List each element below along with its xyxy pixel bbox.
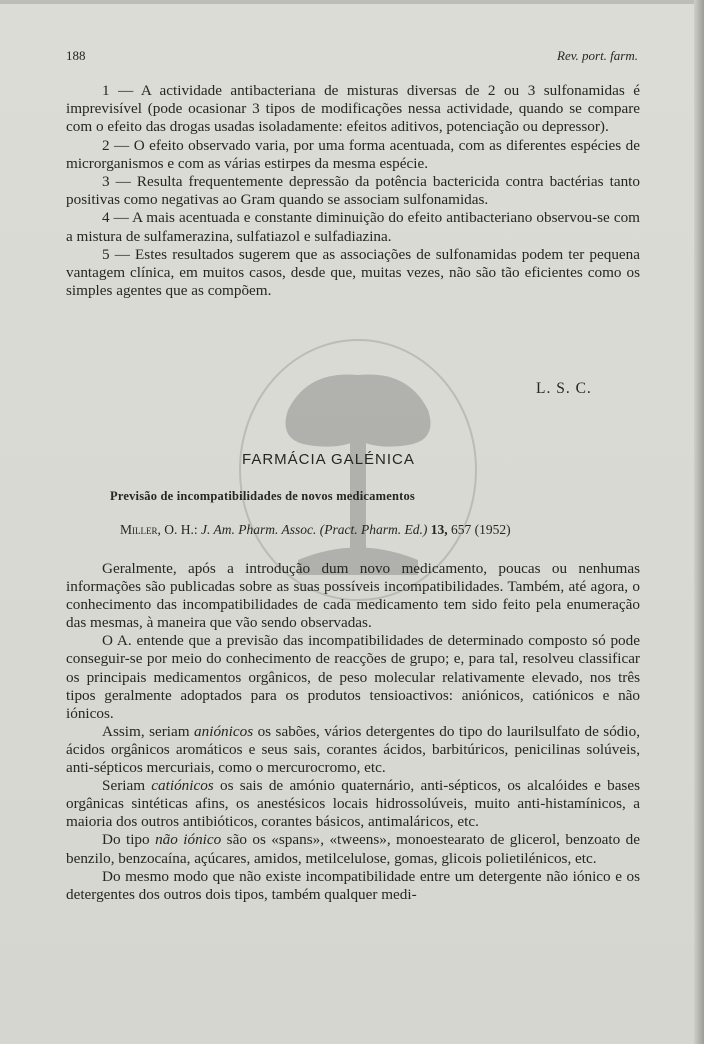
paragraph-4-lead: Seriam [102, 777, 152, 795]
reference-author: Miller, O. H.: [120, 522, 198, 537]
article-reference [120, 522, 511, 538]
section-title: FARMÁCIA GALÉNICA [242, 451, 415, 468]
page-right-edge [694, 0, 704, 1044]
signature: L. S. C. [536, 380, 592, 397]
paragraph-5-lead: Do tipo [102, 831, 156, 849]
page-number: 188 [66, 48, 86, 63]
term-anionic: aniónicos [194, 722, 254, 740]
paragraph-6: Do mesmo modo que não existe incompatibilidade entre um detergente não iónico e os detergentes dos outros dois tipos, também qualquer medi- [66, 867, 640, 903]
journal-name: Rev. port. farm. [557, 48, 638, 63]
reference-journal: J. Am. Pharm. Assoc. (Pract. Pharm. Ed.) [201, 522, 428, 537]
paragraph-3 [66, 723, 640, 777]
article-body [66, 560, 640, 904]
paragraph-3-lead: Assim, seriam [102, 722, 195, 740]
conclusion-1: 1 — A actividade antibacteriana de misturas diversas de 2 ou 3 sulfonamidas é imprevisível (pode ocasionar 3 tipos de modificações nessa actividade, quando se compare com o efeito das drogas usadas isoladamente: efeitos aditivos, potenciação ou depressor). [66, 82, 640, 136]
conclusion-5: 5 — Estes resultados sugerem que as associações de sulfonamidas podem ter pequena vantagem clínica, em muitos casos, desde que, muitas vezes, não são tão eficientes como os simples agentes que as compõem. [66, 245, 640, 300]
reference-volume: 13, [430, 522, 448, 537]
paragraph-5 [66, 831, 640, 867]
term-nonionic: não iónico [155, 831, 222, 849]
paragraph-4-rest: os sais de amónio quaternário, anti-sépticos, os alcalóides e bases orgânicas sintéticas afins, os anestésicos locais hidrossolúveis, muito anti-histamínicos, a maioria dos outros antibióticos, corantes básicos, antimaláricos, etc. [66, 777, 640, 831]
conclusion-3: 3 — Resulta frequentemente depressão da potência bactericida contra bactérias tanto positivas como negativas ao Gram quando se associam sulfonamidas. [66, 173, 640, 209]
term-cationic: catiónicos [151, 777, 214, 795]
paragraph-3-rest: os sabões, vários detergentes do tipo do laurilsulfato de sódio, ácidos orgânicos aromáticos e seus sais, corantes ácidos, barbitúricos, penicilinas solúveis, anti-sépticos mercuriais, como o mercurocromo, etc. [66, 722, 640, 777]
conclusion-2: 2 — O efeito observado varia, por uma forma acentuada, com as diferentes espécies de microrganismos e com as várias estirpes da mesma espécie. [66, 136, 640, 172]
paragraph-1: Geralmente, após a introdução dum novo medicamento, poucas ou nenhumas informações são publicadas sobre as suas possíveis incompatibilidades. Também, até agora, o conhecimento das incompatibilidades de cada medicamento tem sido feito pela enumeração das mesmas, à maneira que vão sendo observadas. [66, 560, 640, 632]
page-top-edge [0, 0, 704, 4]
paragraph-2: O A. entende que a previsão das incompatibilidades de determinado composto só pode conseguir-se por meio do conhecimento de reacções de grupo; e, para tal, resolveu classificar os principais medicamentos orgânicos, de peso molecular relativamente elevado, nos três tipos geralmente adoptados para os produtos tensioactivos: aniónicos, catiónicos e não iónicos. [66, 632, 640, 722]
paragraph-5-rest: são os «spans», «tweens», monoestearato de glicerol, benzoato de benzilo, benzocaína, açúcares, amidos, metilcelulose, gomas, glicois polietilénicos, etc. [66, 831, 640, 867]
conclusion-4: 4 — A mais acentuada e constante diminuição do efeito antibacteriano observou-se com a mistura de sulfamerazina, sulfatiazol e sulfadiazina. [66, 209, 640, 245]
reference-pages-year: 657 (1952) [450, 522, 511, 537]
conclusions-list [66, 82, 640, 300]
paragraph-4 [66, 777, 640, 831]
page-header [66, 48, 638, 68]
article-title: Previsão de incompatibilidades de novos medicamentos [110, 489, 415, 503]
